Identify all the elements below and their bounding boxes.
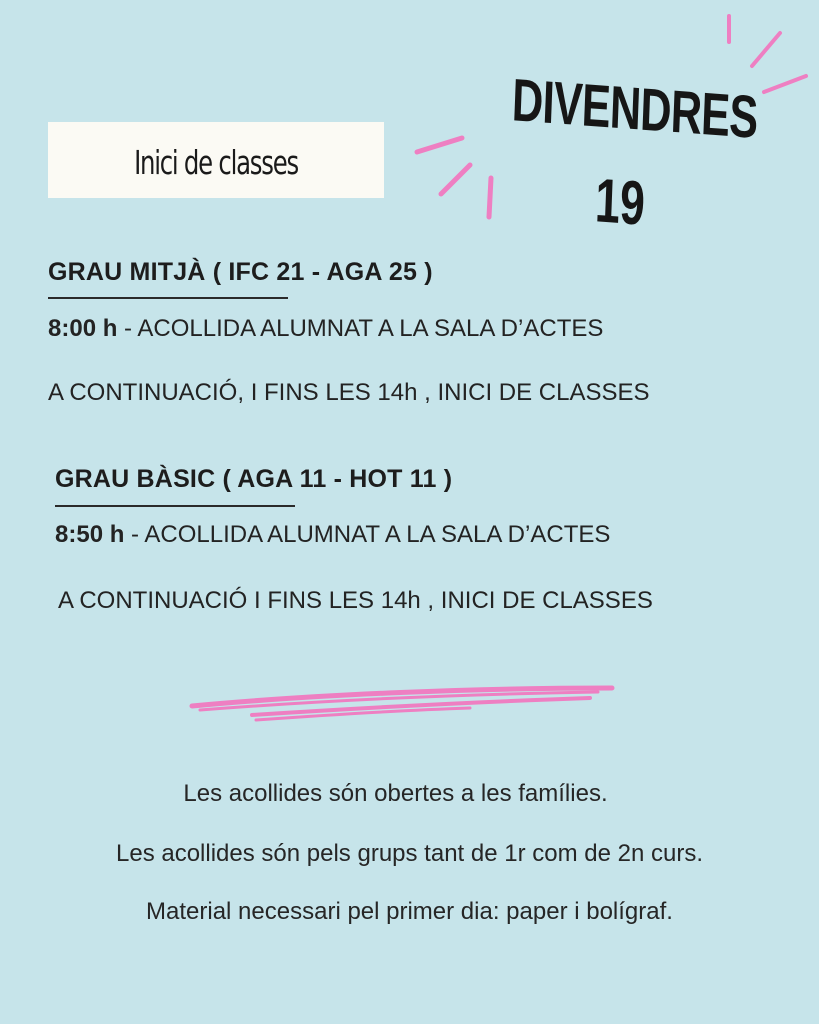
grau-mitja-underline [48,297,288,299]
brush-stroke [192,688,612,706]
note-groups: Les acollides són pels grups tant de 1r com de 2n curs. [116,840,703,867]
day-label: DIVENDRES [510,66,759,151]
grau-mitja-followup: A CONTINUACIÓ, I FINS LES 14h , INICI DE CLASSES [48,379,650,406]
grau-basic-welcome-line [55,521,610,549]
grau-mitja-time: 8:00 h [48,315,118,342]
burst-line [752,33,780,66]
brush-stroke [252,698,590,715]
grau-mitja-welcome: - ACOLLIDA ALUMNAT A LA SALA D’ACTES [117,315,604,342]
date-label: 19 [593,166,647,239]
grau-mitja-welcome-line [48,315,603,343]
burst-line [489,178,491,217]
grau-mitja-heading: GRAU MITJÀ ( IFC 21 - AGA 25 ) [48,258,433,286]
burst-line [441,165,470,194]
brush-stroke [200,692,598,710]
grau-basic-heading: GRAU BÀSIC ( AGA 11 - HOT 11 ) [55,465,453,493]
grau-basic-followup: A CONTINUACIÓ I FINS LES 14h , INICI DE CLASSES [58,587,653,614]
burst-line [417,138,462,152]
page-title: Inici de classes [134,143,298,182]
note-families: Les acollides són obertes a les famílies. [183,780,608,807]
brush-stroke [256,708,470,720]
title-box [48,122,384,198]
burst-line [764,76,806,92]
grau-basic-underline [55,505,295,507]
grau-basic-welcome: - ACOLLIDA ALUMNAT A LA SALA D’ACTES [124,521,611,548]
note-materials: Material necessari pel primer dia: paper i bolígraf. [146,898,673,925]
grau-basic-time: 8:50 h [55,521,125,548]
